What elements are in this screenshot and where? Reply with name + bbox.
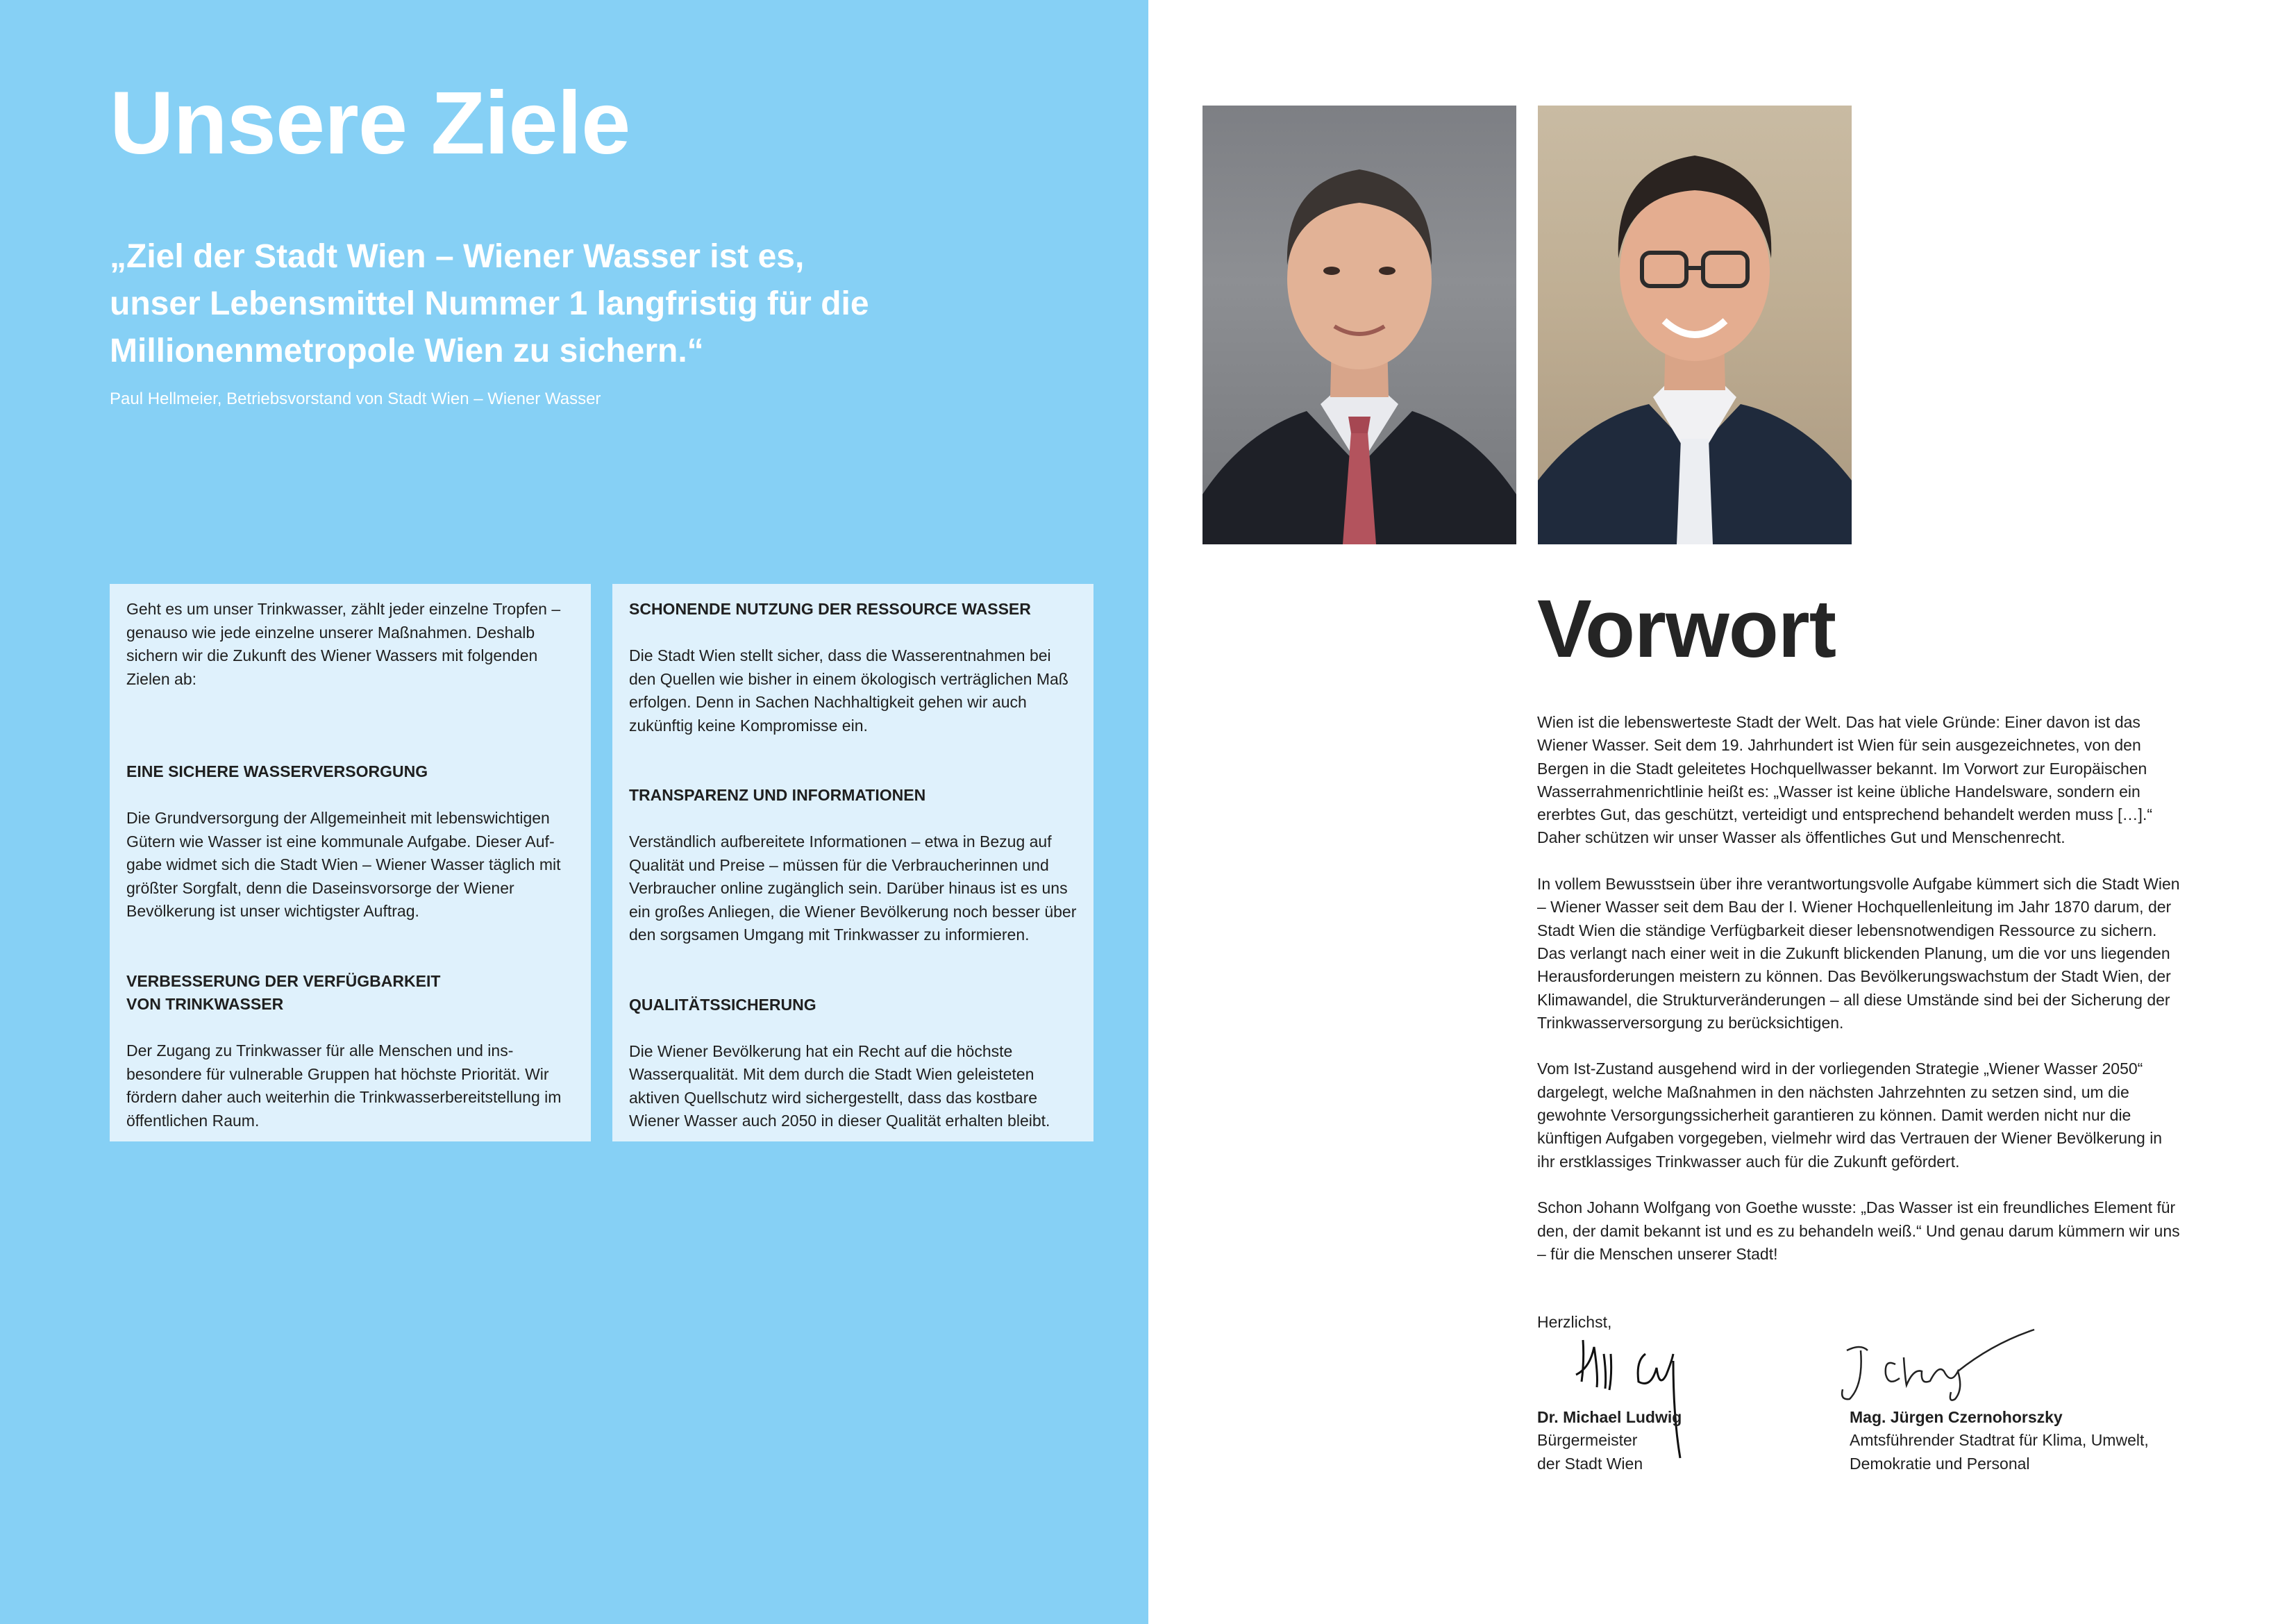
foreword-body xyxy=(1537,711,2183,1289)
goals-box-left xyxy=(110,584,591,1141)
greeting: Herzlichst, xyxy=(1537,1313,1612,1331)
goal-text: Verständlich aufbereitete Informationen – etwa in Bezug auf Qualität und Preise – müssen für die Verbraucherinnen und Verbraucher online zugänglich sein. Darüber hinaus ist es uns ein großes Anliegen, die Wiener Bevölkerung noch besser über den sorgsamen Umgang mit Trinkwasser zu informieren. xyxy=(629,832,1077,944)
page-title: Unsere Ziele xyxy=(110,74,630,173)
signer-role: Bürgermeister xyxy=(1537,1431,1638,1450)
goal-heading: EINE SICHERE WASSERVERSORGUNG xyxy=(126,762,428,780)
signer-czernohorszky xyxy=(1850,1406,2149,1475)
goals-intro: Geht es um unser Trinkwasser, zählt jeder einzelne Tropfen – genauso wie jede einzelne unserer Maßnahmen. Deshalb sichern wir die Zukunft des Wiener Wassers mit folgenden Zielen ab: xyxy=(126,600,561,688)
signer-name: Dr. Michael Ludwig xyxy=(1537,1408,1682,1426)
foreword-paragraph: In vollem Bewusstsein über ihre verantwortungsvolle Aufgabe kümmert sich die Stadt Wien – Wiener Wasser seit dem Bau der I. Wiener Hochquellenleitung im Jahr 1870 darum, der Stadt Wien die ständige Verfügbarkeit dieser lebensnotwendigen Ressource zu sichern. Das verlangt nach einer weit in die Zukunft blickenden Planung, um die vor uns liegenden Herausforderungen meistern zu können. Das Bevölkerungswachstum der Stadt Wien, der Klimawandel, die Strukturveränderungen – all diese Umstände sind bei der Sicherung der Trinkwasserversorgung zu berücksichtigen. xyxy=(1537,875,2180,1032)
portrait-photo-ludwig xyxy=(1203,106,1516,544)
goals-box-right xyxy=(612,584,1093,1141)
foreword-paragraph: Vom Ist-Zustand ausgehend wird in der vorliegenden Strategie „Wiener Wasser 2050“ dargelegt, welche Maßnahmen in den nächsten Jahrzehnten zu setzen sind, um die gewohnte Versorgungssicherheit garantieren zu können. Damit werden nicht nur die künftigen Aufgaben vorgegeben, vielmehr wird das Vertrauen der Wiener Bevölkerung in ihr erstklassiges Trinkwasser auch für die Zukunft gefördert. xyxy=(1537,1060,2163,1171)
goal-text: Die Grundversorgung der Allgemeinheit mit lebenswichtigen Gütern wie Wasser ist eine kommunale Aufgabe. Dieser Aufgabe widmet sich die Stadt Wien – Wiener Wasser täglich mit größter Sorgfalt, denn die Daseinsvorsorge der Wiener Bevölkerung ist unser wichtigster Auftrag. xyxy=(126,809,561,920)
signer-role: der Stadt Wien xyxy=(1537,1454,1643,1473)
goal-heading: QUALITÄTSSICHERUNG xyxy=(629,995,816,1014)
signer-role: Demokratie und Personal xyxy=(1850,1454,2030,1473)
goal-heading: TRANSPARENZ UND INFORMATIONEN xyxy=(629,786,926,804)
foreword-paragraph: Schon Johann Wolfgang von Goethe wusste: „Das Wasser ist ein freundliches Element für den, der damit bekannt ist und es zu behandeln weiß.“ Und genau darum kümmern wir uns – für die Menschen unserer Stadt! xyxy=(1537,1198,2180,1263)
goal-text: Die Wiener Bevölkerung hat ein Recht auf die höchste Wasserqualität. Mit dem durch die Stadt Wien geleisteten aktiven Quellschutz wird sichergestellt, dass das kostbare Wiener Wasser auch 2050 in dieser Qualität erhalten bleibt. xyxy=(629,1041,1050,1130)
signer-role: Amtsführender Stadtrat für Klima, Umwelt, xyxy=(1850,1431,2149,1450)
signature-czernohorszky xyxy=(1833,1323,2041,1420)
foreword-title: Vorwort xyxy=(1537,583,1836,675)
goal-heading: VERBESSERUNG DER VERFÜGBARKEIT VON TRINKWASSER xyxy=(126,971,441,1013)
quote: „Ziel der Stadt Wien – Wiener Wasser ist es, unser Lebensmittel Nummer 1 langfristig für die Millionenmetropole Wien zu sichern.“ xyxy=(110,238,869,370)
goal-text: Der Zugang zu Trinkwasser für alle Menschen und insbesondere für vulnerable Gruppen hat höchste Priorität. Wir fördern daher auch weiterhin die Trinkwasserbereitstellung im öffentlichen Raum. xyxy=(126,1041,562,1130)
signer-ludwig xyxy=(1537,1406,1682,1475)
foreword-paragraph: Wien ist die lebenswerteste Stadt der Welt. Das hat viele Gründe: Einer davon ist das Wiener Wasser. Seit dem 19. Jahrhundert ist Wien für sein ausgezeichnetes, von den Bergen in die Stadt geleitetes Hochquellwasser bekannt. Im Vorwort zur Europäischen Wasserrahmenrichtlinie heißt es: „Wasser ist keine übliche Handelsware, sondern ein ererbtes Gut, das geschützt, verteidigt und entsprechend behandelt werden muss […].“ Daher schützen wir unser Wasser als öffentliches Gut und Menschenrecht. xyxy=(1537,713,2152,847)
goal-text: Die Stadt Wien stellt sicher, dass die Wasserentnahmen bei den Quellen wie bisher in einem ökologisch verträglichen Maß erfolgen. Denn in Sachen Nachhaltigkeit gehen wir auch zukünftig keine Kompromisse ein. xyxy=(629,646,1069,735)
signer-name: Mag. Jürgen Czernohorszky xyxy=(1850,1408,2063,1426)
quote-author: Paul Hellmeier, Betriebsvorstand von Stadt Wien – Wiener Wasser xyxy=(110,390,601,408)
portrait-photo-czernohorszky xyxy=(1538,106,1852,544)
goal-heading: SCHONENDE NUTZUNG DER RESSOURCE WASSER xyxy=(629,600,1031,618)
